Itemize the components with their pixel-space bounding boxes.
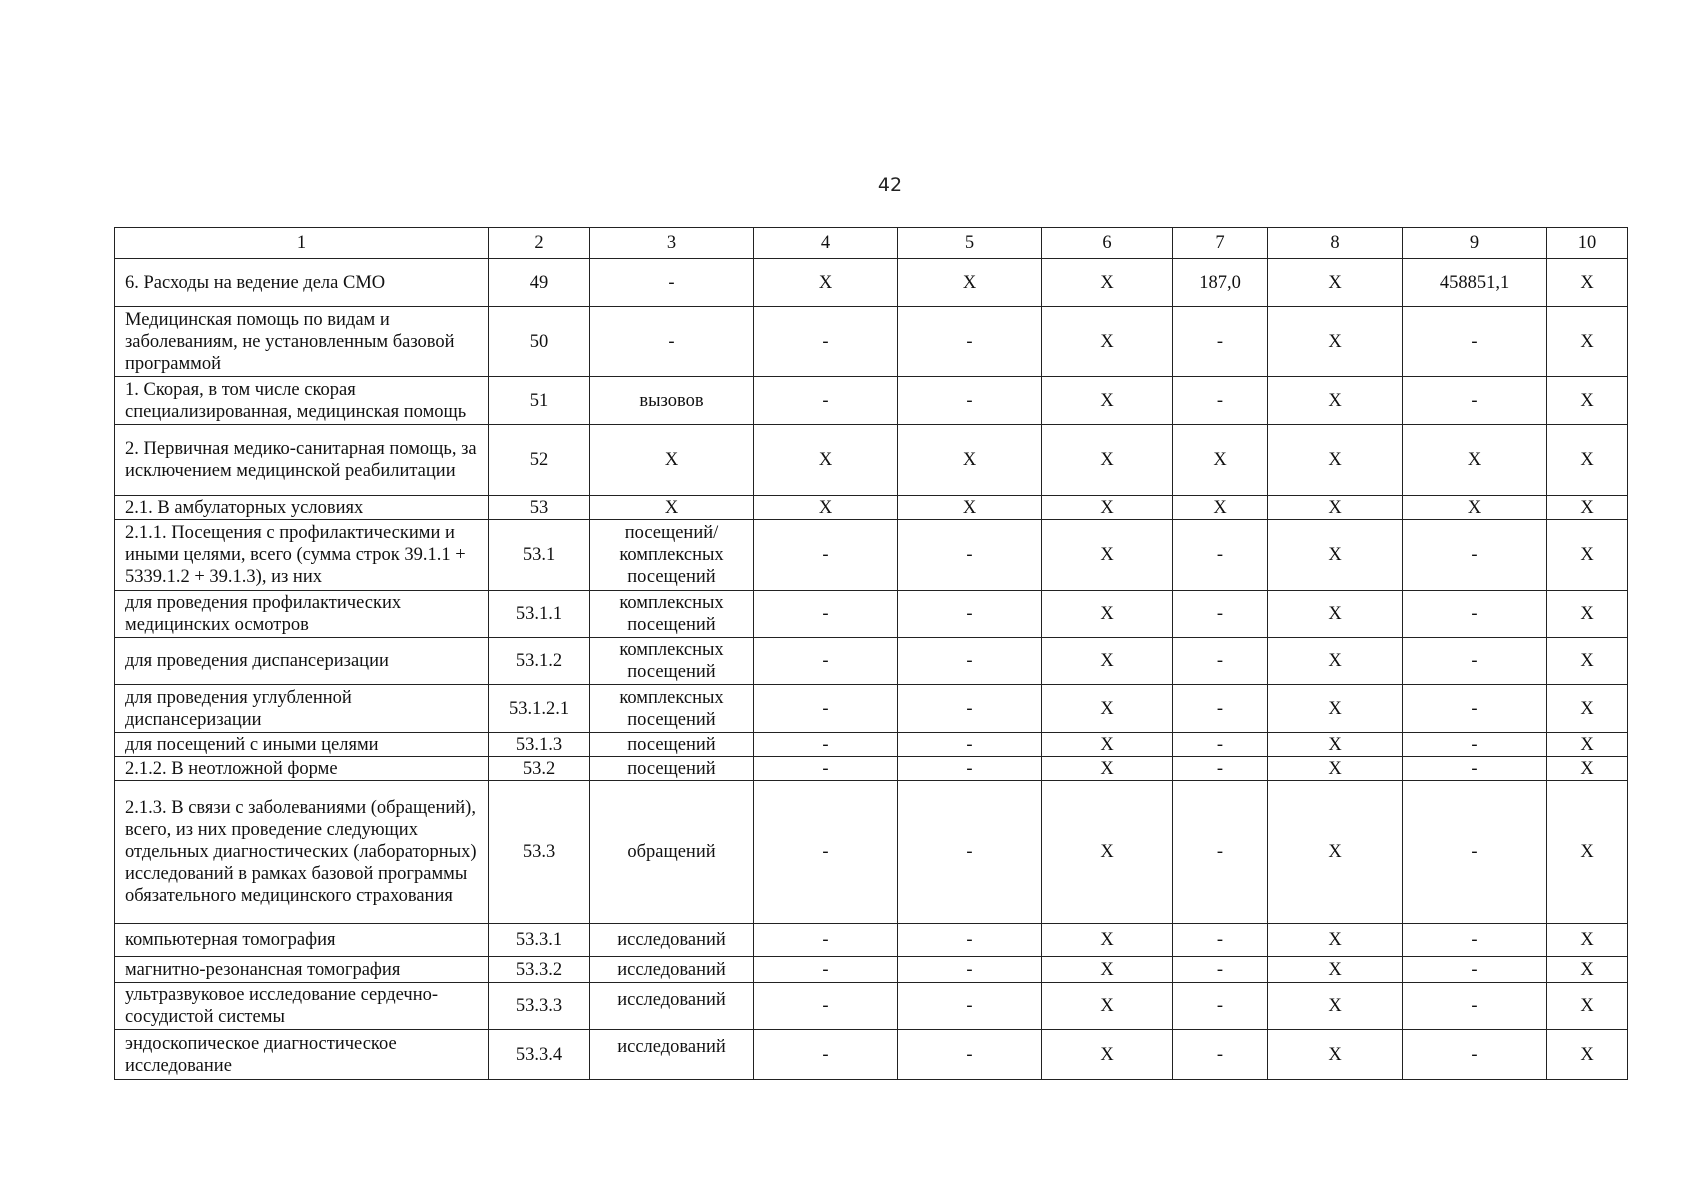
row-code: 53.3.2 xyxy=(489,957,590,983)
value-cell: - xyxy=(1403,781,1547,924)
row-unit: посещений xyxy=(590,757,754,781)
value-cell: X xyxy=(1268,496,1403,520)
table-row xyxy=(115,957,1628,983)
value-cell: X xyxy=(1403,496,1547,520)
row-unit: - xyxy=(590,259,754,307)
value-cell: X xyxy=(1042,591,1173,638)
row-code: 53.1.2 xyxy=(489,638,590,685)
value-cell: - xyxy=(754,757,898,781)
row-label: Медицинская помощь по видам и заболеваниям, не установленным базовой программой xyxy=(115,307,489,377)
value-cell: X xyxy=(898,425,1042,496)
row-unit: обращений xyxy=(590,781,754,924)
row-unit: комплексных посещений xyxy=(590,638,754,685)
value-cell: X xyxy=(1268,924,1403,957)
value-cell: - xyxy=(1403,757,1547,781)
row-unit: комплексных посещений xyxy=(590,591,754,638)
value-cell: X xyxy=(1547,591,1628,638)
value-cell: X xyxy=(1042,638,1173,685)
value-cell: X xyxy=(1268,957,1403,983)
header-cell: 1 xyxy=(115,228,489,259)
value-cell: 187,0 xyxy=(1173,259,1268,307)
value-cell: X xyxy=(1042,496,1173,520)
value-cell: - xyxy=(898,307,1042,377)
row-label: 6. Расходы на ведение дела СМО xyxy=(115,259,489,307)
value-cell: - xyxy=(754,307,898,377)
value-cell: - xyxy=(1173,591,1268,638)
value-cell: X xyxy=(754,259,898,307)
value-cell: X xyxy=(1042,924,1173,957)
row-label: 2. Первичная медико-санитарная помощь, за исключением медицинской реабилитации xyxy=(115,425,489,496)
value-cell: X xyxy=(1547,781,1628,924)
value-cell: - xyxy=(754,983,898,1030)
row-code: 53 xyxy=(489,496,590,520)
value-cell: X xyxy=(1042,685,1173,733)
value-cell: - xyxy=(754,733,898,757)
value-cell: - xyxy=(754,957,898,983)
row-code: 50 xyxy=(489,307,590,377)
header-cell: 3 xyxy=(590,228,754,259)
value-cell: X xyxy=(1268,983,1403,1030)
value-cell: - xyxy=(1403,591,1547,638)
value-cell: - xyxy=(898,1030,1042,1080)
value-cell: X xyxy=(1042,1030,1173,1080)
row-code: 49 xyxy=(489,259,590,307)
row-code: 53.3.4 xyxy=(489,1030,590,1080)
value-cell: X xyxy=(1547,307,1628,377)
value-cell: - xyxy=(754,685,898,733)
value-cell: X xyxy=(1268,377,1403,425)
value-cell: X xyxy=(1547,638,1628,685)
value-cell: X xyxy=(898,259,1042,307)
header-cell: 2 xyxy=(489,228,590,259)
value-cell: - xyxy=(754,377,898,425)
row-code: 53.3.3 xyxy=(489,983,590,1030)
page-number: 42 xyxy=(877,174,903,196)
value-cell: - xyxy=(1173,638,1268,685)
table-row xyxy=(115,638,1628,685)
value-cell: - xyxy=(1173,983,1268,1030)
value-cell: X xyxy=(1042,307,1173,377)
row-unit: X xyxy=(590,496,754,520)
table-row xyxy=(115,781,1628,924)
value-cell: X xyxy=(1547,520,1628,591)
table-row xyxy=(115,591,1628,638)
value-cell: - xyxy=(1173,957,1268,983)
value-cell: X xyxy=(1547,733,1628,757)
value-cell: - xyxy=(1173,520,1268,591)
value-cell: X xyxy=(1268,733,1403,757)
row-label: магнитно-резонансная томография xyxy=(115,957,489,983)
value-cell: X xyxy=(1547,496,1628,520)
value-cell: X xyxy=(1547,377,1628,425)
row-unit: посещений/комплексных посещений xyxy=(590,520,754,591)
row-unit: комплексных посещений xyxy=(590,685,754,733)
value-cell: X xyxy=(1268,685,1403,733)
value-cell: X xyxy=(898,496,1042,520)
row-label: для посещений с иными целями xyxy=(115,733,489,757)
value-cell: - xyxy=(754,591,898,638)
header-cell: 7 xyxy=(1173,228,1268,259)
value-cell: - xyxy=(1173,1030,1268,1080)
value-cell: - xyxy=(1173,733,1268,757)
value-cell: X xyxy=(1547,924,1628,957)
value-cell: X xyxy=(754,425,898,496)
row-label: для проведения диспансеризации xyxy=(115,638,489,685)
table-row xyxy=(115,259,1628,307)
row-code: 53.3.1 xyxy=(489,924,590,957)
header-cell: 10 xyxy=(1547,228,1628,259)
value-cell: X xyxy=(1268,638,1403,685)
value-cell: X xyxy=(1042,757,1173,781)
value-cell: - xyxy=(1403,638,1547,685)
value-cell: X xyxy=(1268,307,1403,377)
row-label: ультразвуковое исследование сердечно-сосудистой системы xyxy=(115,983,489,1030)
row-label: 2.1.3. В связи с заболеваниями (обращений), всего, из них проведение следующих отдельных диагностических (лабораторных) исследований в рамках базовой программы обязательного медицинского страхования xyxy=(115,781,489,924)
table-row xyxy=(115,757,1628,781)
row-unit: посещений xyxy=(590,733,754,757)
value-cell: - xyxy=(898,520,1042,591)
row-unit: - xyxy=(590,307,754,377)
value-cell: X xyxy=(1547,685,1628,733)
table-row xyxy=(115,733,1628,757)
value-cell: - xyxy=(1173,781,1268,924)
row-code: 53.1.3 xyxy=(489,733,590,757)
value-cell: X xyxy=(1173,496,1268,520)
value-cell: - xyxy=(754,924,898,957)
table-row xyxy=(115,924,1628,957)
value-cell: - xyxy=(1403,520,1547,591)
row-label: 2.1.2. В неотложной форме xyxy=(115,757,489,781)
value-cell: - xyxy=(1173,924,1268,957)
row-unit: исследований xyxy=(590,957,754,983)
row-code: 53.1.1 xyxy=(489,591,590,638)
value-cell: - xyxy=(898,781,1042,924)
value-cell: - xyxy=(898,957,1042,983)
row-code: 53.2 xyxy=(489,757,590,781)
value-cell: - xyxy=(1173,377,1268,425)
row-label: для проведения профилактических медицинских осмотров xyxy=(115,591,489,638)
value-cell: - xyxy=(1403,307,1547,377)
row-code: 53.3 xyxy=(489,781,590,924)
value-cell: 458851,1 xyxy=(1403,259,1547,307)
value-cell: - xyxy=(754,781,898,924)
value-cell: - xyxy=(898,983,1042,1030)
header-cell: 5 xyxy=(898,228,1042,259)
value-cell: - xyxy=(1403,377,1547,425)
table-row xyxy=(115,685,1628,733)
row-code: 52 xyxy=(489,425,590,496)
value-cell: - xyxy=(1173,757,1268,781)
value-cell: - xyxy=(898,685,1042,733)
value-cell: X xyxy=(1547,425,1628,496)
row-unit: X xyxy=(590,425,754,496)
row-code: 51 xyxy=(489,377,590,425)
value-cell: X xyxy=(1042,425,1173,496)
value-cell: - xyxy=(898,377,1042,425)
value-cell: X xyxy=(1547,983,1628,1030)
value-cell: X xyxy=(1042,520,1173,591)
table-row xyxy=(115,1030,1628,1080)
value-cell: - xyxy=(1403,733,1547,757)
value-cell: X xyxy=(1042,983,1173,1030)
value-cell: - xyxy=(898,638,1042,685)
table-row xyxy=(115,425,1628,496)
header-cell: 8 xyxy=(1268,228,1403,259)
value-cell: X xyxy=(1268,781,1403,924)
table-row xyxy=(115,377,1628,425)
value-cell: - xyxy=(1403,685,1547,733)
value-cell: X xyxy=(1268,520,1403,591)
row-unit: исследований xyxy=(590,1030,754,1080)
row-label: 1. Скорая, в том числе скорая специализированная, медицинская помощь xyxy=(115,377,489,425)
row-label: эндоскопическое диагностическое исследование xyxy=(115,1030,489,1080)
table-row xyxy=(115,983,1628,1030)
value-cell: X xyxy=(1173,425,1268,496)
value-cell: - xyxy=(754,520,898,591)
header-cell: 4 xyxy=(754,228,898,259)
value-cell: - xyxy=(1403,983,1547,1030)
value-cell: X xyxy=(1042,957,1173,983)
row-unit: вызовов xyxy=(590,377,754,425)
value-cell: X xyxy=(1268,591,1403,638)
row-code: 53.1.2.1 xyxy=(489,685,590,733)
row-unit: исследований xyxy=(590,924,754,957)
value-cell: X xyxy=(1042,781,1173,924)
value-cell: - xyxy=(1403,1030,1547,1080)
header-cell: 6 xyxy=(1042,228,1173,259)
value-cell: X xyxy=(1268,425,1403,496)
value-cell: - xyxy=(1173,685,1268,733)
value-cell: X xyxy=(1403,425,1547,496)
value-cell: - xyxy=(898,924,1042,957)
value-cell: X xyxy=(1547,1030,1628,1080)
table-header-row xyxy=(115,228,1628,259)
table-row xyxy=(115,496,1628,520)
row-label: 2.1. В амбулаторных условиях xyxy=(115,496,489,520)
row-label: компьютерная томография xyxy=(115,924,489,957)
value-cell: - xyxy=(1173,307,1268,377)
value-cell: X xyxy=(1268,1030,1403,1080)
table-row xyxy=(115,307,1628,377)
value-cell: - xyxy=(1403,957,1547,983)
table-row xyxy=(115,520,1628,591)
row-code: 53.1 xyxy=(489,520,590,591)
row-label: для проведения углубленной диспансеризации xyxy=(115,685,489,733)
value-cell: X xyxy=(1268,757,1403,781)
value-cell: - xyxy=(1403,924,1547,957)
row-unit: исследований xyxy=(590,983,754,1030)
value-cell: X xyxy=(1547,957,1628,983)
value-cell: X xyxy=(754,496,898,520)
value-cell: X xyxy=(1042,377,1173,425)
header-cell: 9 xyxy=(1403,228,1547,259)
value-cell: - xyxy=(754,638,898,685)
value-cell: - xyxy=(898,733,1042,757)
value-cell: X xyxy=(1547,757,1628,781)
value-cell: - xyxy=(898,591,1042,638)
value-cell: - xyxy=(754,1030,898,1080)
value-cell: X xyxy=(1042,733,1173,757)
value-cell: X xyxy=(1547,259,1628,307)
value-cell: - xyxy=(898,757,1042,781)
value-cell: X xyxy=(1042,259,1173,307)
data-table xyxy=(114,227,1628,1080)
row-label: 2.1.1. Посещения с профилактическими и иными целями, всего (сумма строк 39.1.1 + 5339.1.2 + 39.1.3), из них xyxy=(115,520,489,591)
value-cell: X xyxy=(1268,259,1403,307)
